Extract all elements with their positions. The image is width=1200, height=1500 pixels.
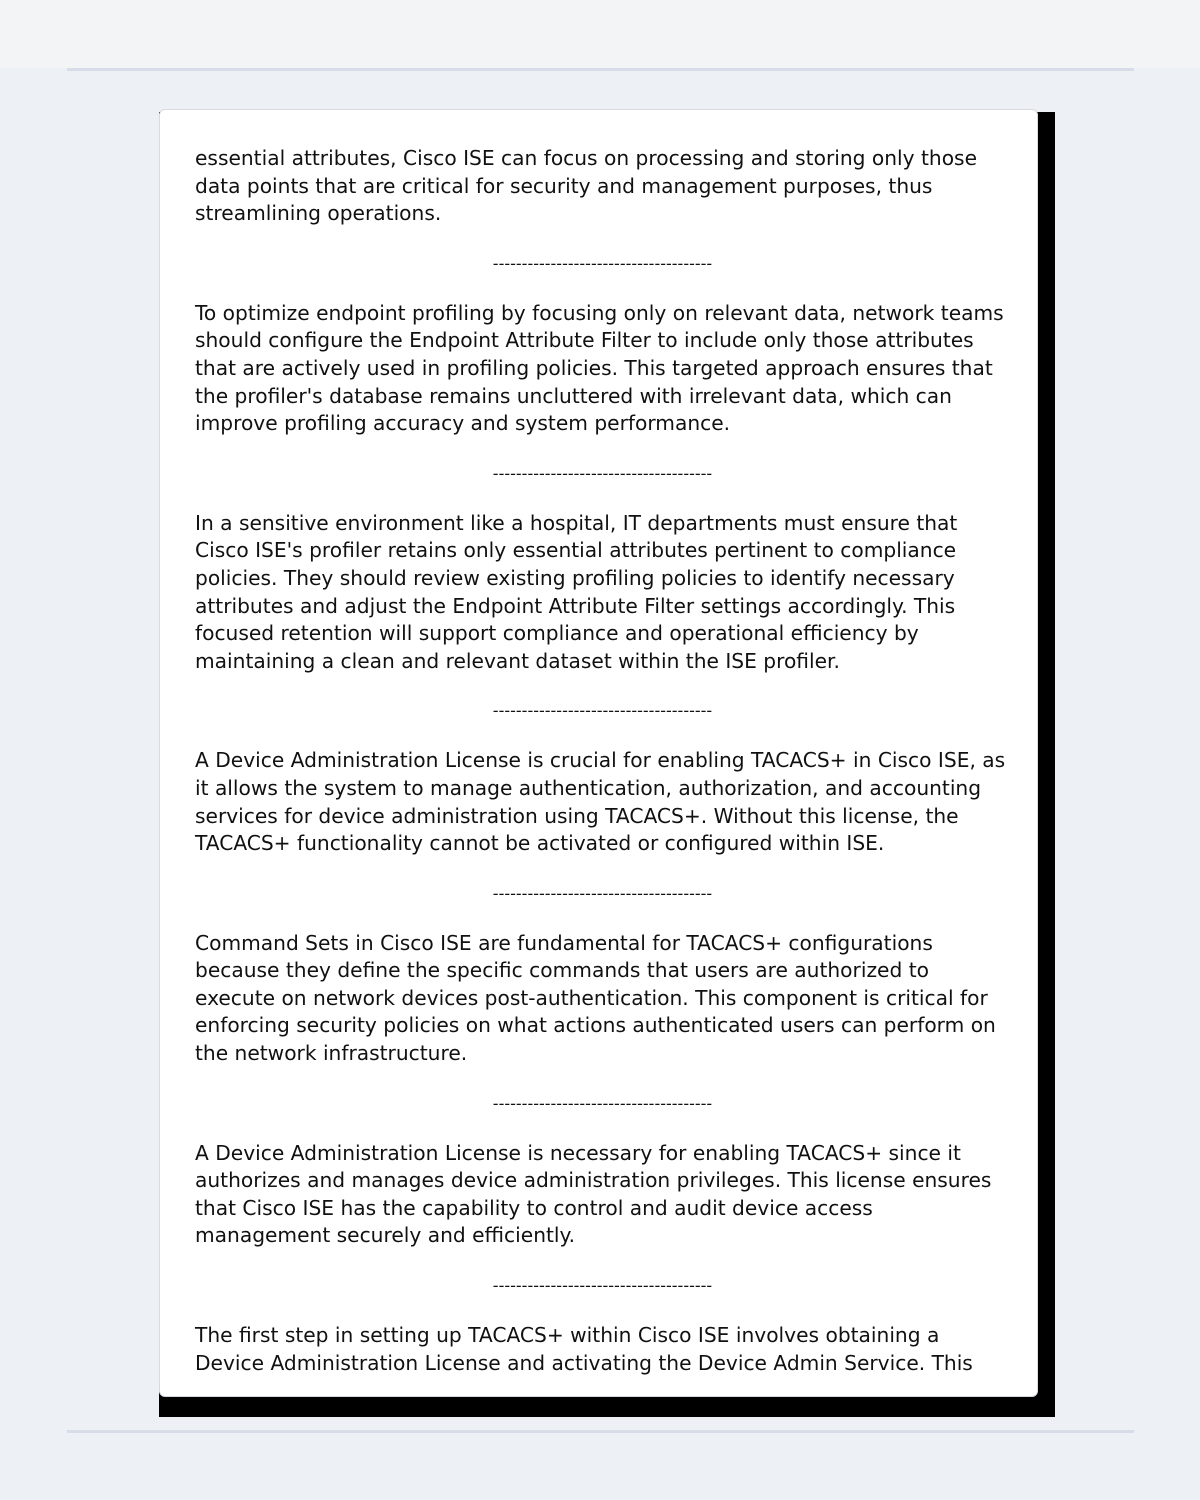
top-divider — [67, 68, 1134, 71]
separator-5: -------------------------------------- — [492, 1093, 713, 1113]
paragraph-2: To optimize endpoint profiling by focusing only on relevant data, network teams should configure the Endpoint Attribute Filter to include only those attributes that are actively used in profiling policies. This targeted approach ensures that the profiler's database remains uncluttered with irrelevant data, which can improve profiling accuracy and system performance. — [195, 300, 1004, 436]
document-page[interactable] — [159, 109, 1038, 1397]
separator-6: -------------------------------------- — [492, 1276, 713, 1296]
paragraph-5: Command Sets in Cisco ISE are fundamental for TACACS+ configurations because they define the specific commands that users are authorized to execute on network devices post-authentication. This component is critical for enforcing security policies on what actions authenticated users can perform on the network infrastructure. — [195, 930, 996, 1066]
separator-1: -------------------------------------- — [492, 253, 713, 273]
bottom-divider — [67, 1430, 1134, 1433]
paragraph-1: essential attributes, Cisco ISE can focus on processing and storing only those data points that are critical for security and management purposes, thus streamlining operations. — [195, 146, 977, 226]
paragraph-4: A Device Administration License is crucial for enabling TACACS+ in Cisco ISE, as it allows the system to manage authentication, authorization, and accounting services for device administration using TACACS+. Without this license, the TACACS+ functionality cannot be activated or configured within ISE. — [195, 748, 1006, 856]
document-content — [195, 145, 1010, 1377]
paragraph-6: A Device Administration License is necessary for enabling TACACS+ since it authorizes and manages device administration privileges. This license ensures that Cisco ISE has the capability to control and audit device access management securely and efficiently. — [195, 1140, 992, 1248]
top-bar — [0, 0, 1200, 68]
paragraph-7: The first step in setting up TACACS+ within Cisco ISE involves obtaining a Device Administration License and activating the Device Admin Service. This — [195, 1323, 973, 1375]
separator-2: -------------------------------------- — [492, 463, 713, 483]
paragraph-3: In a sensitive environment like a hospital, IT departments must ensure that Cisco ISE's profiler retains only essential attributes pertinent to compliance policies. They should review existing profiling policies to identify necessary attributes and adjust the Endpoint Attribute Filter settings accordingly. This focused retention will support compliance and operational efficiency by maintaining a clean and relevant dataset within the ISE profiler. — [195, 510, 958, 673]
separator-4: -------------------------------------- — [492, 883, 713, 903]
separator-3: -------------------------------------- — [492, 701, 713, 721]
